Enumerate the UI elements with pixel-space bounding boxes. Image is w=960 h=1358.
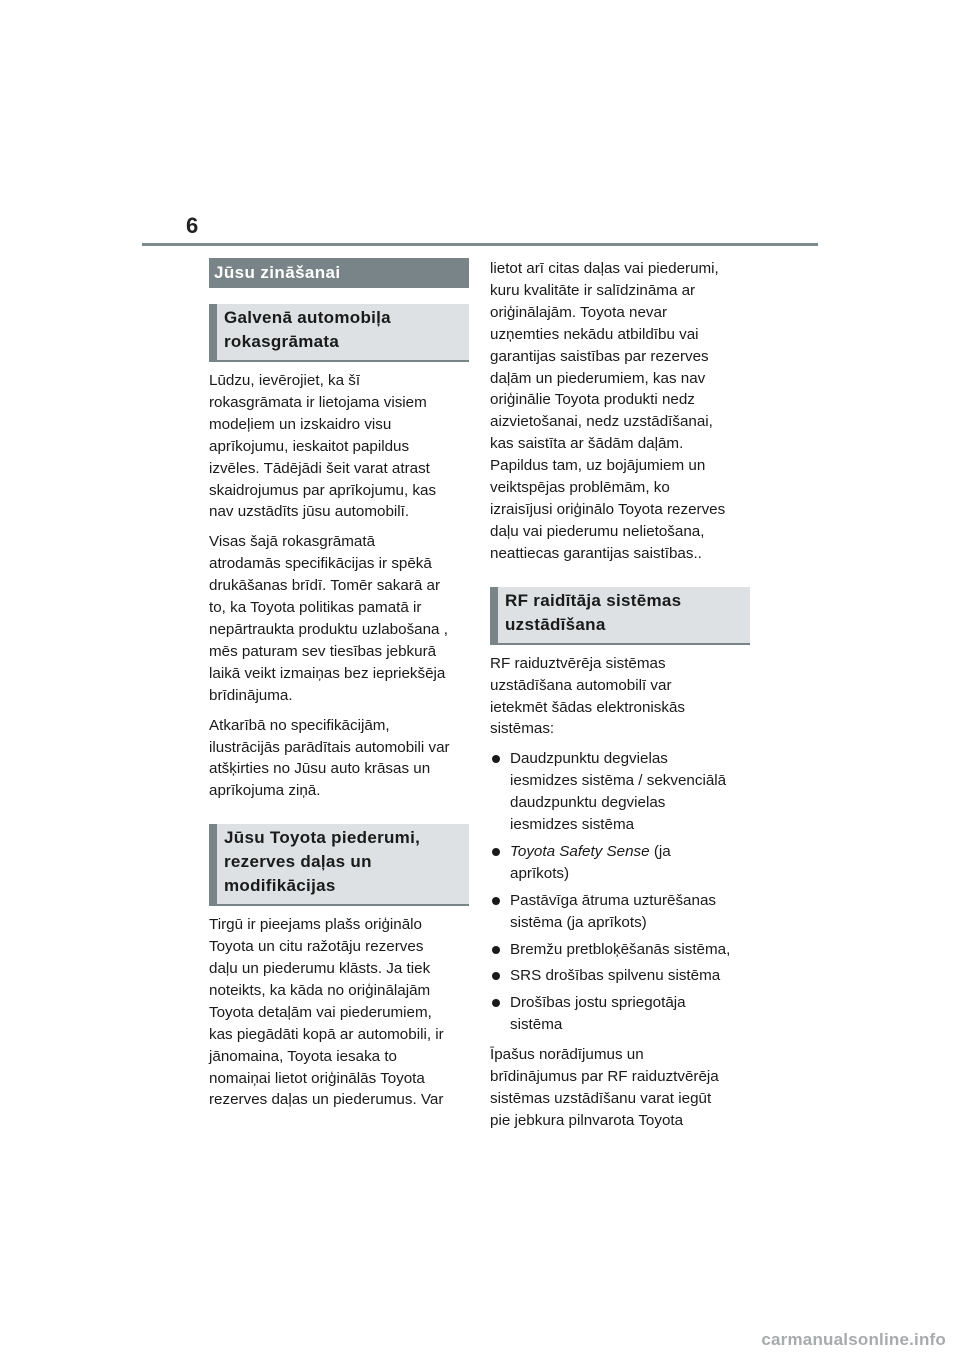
text-line: daudzpunktu degvielas [510,794,666,812]
text-line: Bremžu pretbloķēšanās sistēma, [510,940,731,958]
subsection-line: Galvenā automobiļa [224,308,391,327]
list-item [490,965,750,987]
text-line: Papildus tam, uz bojājumiem un [490,457,706,475]
text-line: ilustrācijās parādītais automobili var [209,738,450,756]
list-item [490,748,750,836]
paragraph-illustrations [209,715,469,803]
text-line: rokasgrāmata ir lietojama visiem [209,393,427,411]
text-line: sistēmas uzstādīšanu varat iegūt [490,1090,712,1107]
text-line: Atkarībā no specifikācijām, [209,716,390,734]
text-line: atšķirties no Jūsu auto krāsas un [209,760,431,778]
text-line: veiktspējas problēmām, ko [490,479,670,497]
page-number: 6 [186,213,199,238]
text-line: Daudzpunktu degvielas [510,750,668,768]
text-line: daļu un piederumu klāsts. Ja tiek [209,960,431,978]
text-line: kas piegādāti kopā ar automobili, ir [209,1025,444,1043]
subsection-line: modifikācijas [224,876,336,896]
text-line: to, ka Toyota politikas pamatā ir [209,599,422,617]
text-line: ietekmēt šādas elektroniskās [490,698,685,716]
text-line: Drošības jostu spriegotāja [510,994,686,1012]
text-line: sistēma [510,1016,563,1034]
right-column [490,258,750,1140]
text-line: aprīkots) [510,864,570,882]
text-line: jānomaina, Toyota iesaka to [209,1047,397,1065]
text-line [510,841,750,863]
text-line: rezerves daļas un piederumus. Var [209,1091,444,1109]
paragraph-accessories-continued [490,258,750,565]
text-line: nepārtraukta produktu uzlabošana , [209,620,448,638]
subsection-line: rokasgrāmata [224,332,340,351]
text-line: pie jebkura pilnvarota Toyota [490,1111,684,1129]
text-line: Īpašus norādījumus un [490,1046,644,1064]
bullet-icon [492,897,500,905]
paragraph-intro [209,370,469,523]
text-line: oriģinālie Toyota produkti nedz [490,391,695,409]
text-line: oriģinālajām. Toyota nevar [490,303,668,321]
affected-systems-list [490,748,750,1036]
text-line: brīdinājuma. [209,686,293,704]
text-line: izvēles. Tādējādi šeit varat atrast [209,459,430,477]
text-line: kas saistīta ar šādām daļām. [490,435,684,453]
text-line: Toyota un citu ražotāju rezerves [209,938,424,956]
paragraph-rf-intro [490,653,750,741]
text-line: aizvietošanai, nedz uzstādīšanai, [490,413,713,431]
paragraph-specifications [209,531,469,706]
text-line: izraisījusi oriģinālo Toyota rezerves [490,500,726,518]
text-line: uzstādīšana automobilī var [490,676,672,694]
text-line: neattiecas garantijas saistības.. [490,544,702,562]
text-line: sistēmas: [490,720,555,738]
section-title: Jūsu zināšanai [209,258,469,288]
text-line: brīdinājumus par RF raiduztvērēja [490,1068,719,1086]
text-line: atrodamās specifikācijas ir spēkā [209,555,432,573]
text-line: Pastāvīga ātruma uzturēšanas [510,891,716,909]
text-line: laikā veikt izmaiņas bez iepriekšēja [209,664,446,682]
bullet-icon [492,848,500,856]
text-line: drukāšanas brīdī. Tomēr sakarā ar [209,577,441,595]
text-line: lietot arī citas daļas vai piederumi, [490,260,719,277]
subsection-line: rezerves daļas un [224,852,372,872]
subsection-line: uzstādīšana [505,614,606,634]
text-line: noteikts, ka kāda no oriģinālajām [209,981,431,999]
text-line: nav uzstādīts jūsu automobilī. [209,503,410,521]
text-line: Visas šajā rokasgrāmatā [209,533,376,551]
list-item [490,841,750,885]
text-line: RF raiduztvērēja sistēmas [490,654,666,672]
text-span: (ja [649,842,671,860]
list-item [490,890,750,934]
text-line: Lūdzu, ievērojiet, ka šī [209,372,361,389]
text-line: aprīkojuma ziņā. [209,782,321,800]
paragraph-accessories [209,914,469,1111]
text-line: iesmidzes sistēma [510,816,635,834]
text-line: sistēma (ja aprīkots) [510,913,647,931]
text-line: aprīkojumu, ieskaitot papildus [209,437,410,455]
list-item [490,939,750,961]
subsection-accessories [209,824,469,906]
header-rule [142,243,818,246]
text-line: skaidrojumus par aprīkojumu, kas [209,481,437,499]
subsection-line: Jūsu Toyota piederumi, [224,828,421,848]
text-line: mēs paturam sev tiesības jebkurā [209,642,437,660]
subsection-main-manual [209,304,469,362]
watermark: carmanualsonline.info [761,1330,946,1349]
text-line: daļu vai piederumu nelietošana, [490,522,705,540]
bullet-icon [492,999,500,1007]
text-line: nomaiņai lietot oriģinālās Toyota [209,1069,425,1087]
text-line: SRS drošības spilvenu sistēma [510,967,721,985]
subsection-rf-transmitter [490,587,750,645]
subsection-line: RF raidītāja sistēmas [505,590,682,610]
bullet-icon [492,755,500,763]
left-column [209,258,469,1119]
text-line: Tirgū ir pieejams plašs oriģinālo [209,916,422,934]
bullet-icon [492,946,500,954]
text-line: iesmidzes sistēma / sekvenciālā [510,772,727,790]
italic-text: Toyota Safety Sense [510,842,650,860]
text-line: garantijas saistības par rezerves [490,347,709,365]
text-line: uzņemties nekādu atbildību vai [490,325,699,343]
text-line: modeļiem un izskaidro visu [209,415,392,433]
text-line: kuru kvalitāte ir salīdzināma ar [490,281,696,299]
text-line: Toyota detaļām vai piederumiem, [209,1003,432,1021]
list-item [490,992,750,1036]
bullet-icon [492,972,500,980]
text-line: daļām un piederumiem, kas nav [490,369,706,387]
paragraph-rf-instructions [490,1044,750,1132]
